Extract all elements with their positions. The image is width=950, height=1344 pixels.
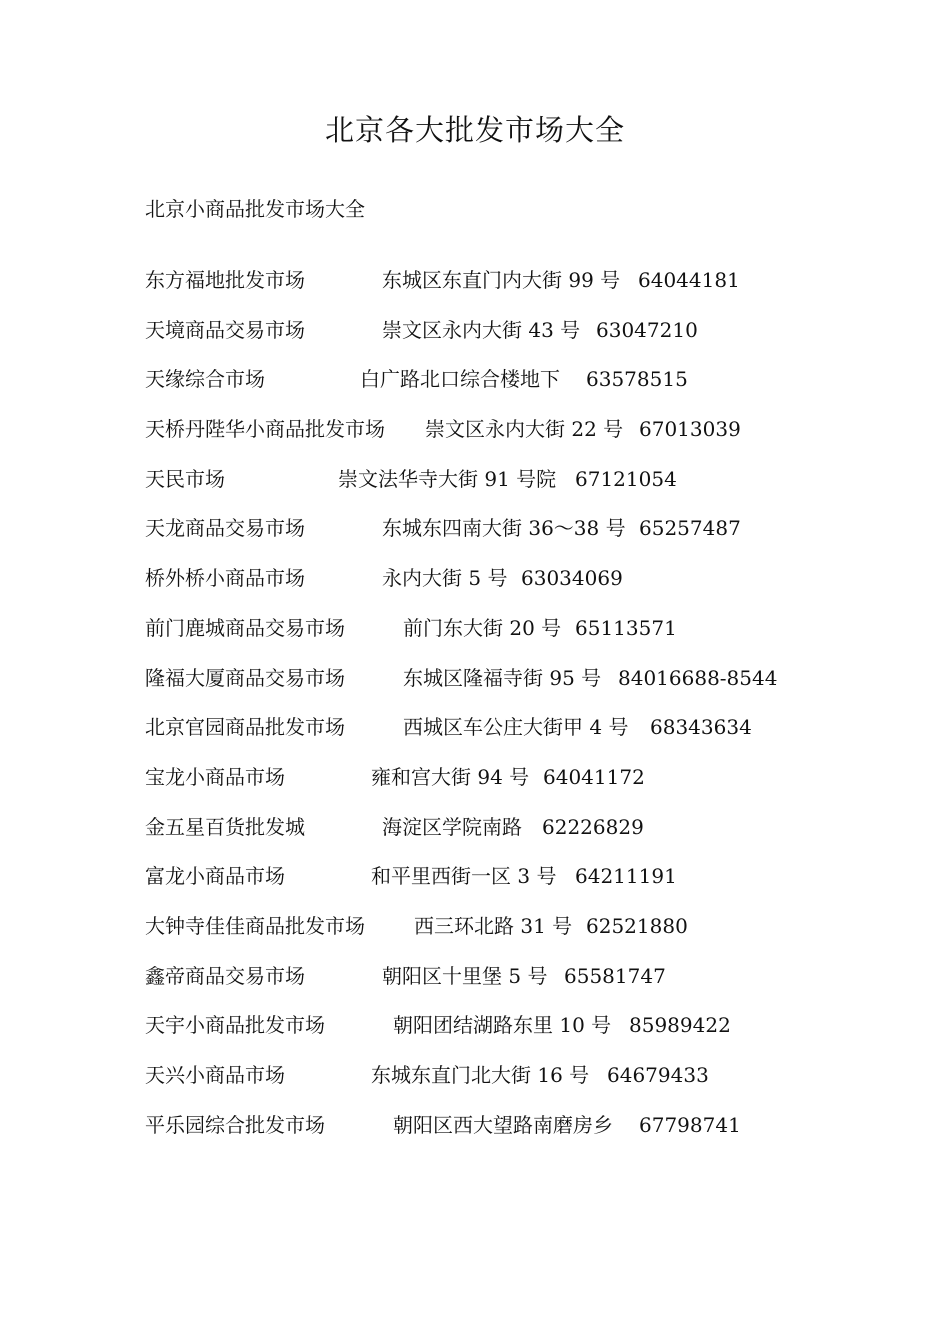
market-address: 前门东大街 20 号 [403,615,562,640]
list-item [145,265,925,315]
list-item [145,861,925,911]
market-address: 永内大街 5 号 [382,566,508,591]
market-phone: 85989422 [629,1013,731,1038]
market-address: 西城区车公庄大街甲 4 号 [403,715,629,740]
market-address: 朝阳团结湖路东里 10 号 [393,1013,612,1038]
market-name: 隆福大厦商品交易市场 [145,665,345,690]
list-item [145,414,925,464]
document-title: 北京各大批发市场大全 [324,113,625,147]
list-item [145,1010,925,1060]
market-name: 鑫帝商品交易市场 [145,963,305,988]
list-item [145,613,925,663]
list-item [145,1110,925,1160]
list-item [145,663,925,713]
market-address: 东城东直门北大街 16 号 [371,1063,590,1087]
market-phone: 65581747 [564,963,666,988]
market-address: 和平里西街一区 3 号 [371,864,557,889]
market-phone: 63578515 [586,367,688,392]
market-name: 天宇小商品批发市场 [145,1013,325,1038]
market-address: 崇文区永内大街 43 号 [382,317,581,342]
market-address: 东城区东直门内大街 99 号 [382,268,621,292]
market-name: 天境商品交易市场 [145,317,305,342]
market-name: 天缘综合市场 [145,367,265,392]
market-address: 朝阳区西大望路南磨房乡 [393,1112,613,1137]
list-item [145,911,925,961]
market-address: 东城东四南大街 36～38 号 [382,516,626,541]
market-name: 前门鹿城商品交易市场 [145,615,345,640]
market-phone: 64044181 [638,268,740,292]
market-phone: 64679433 [607,1063,709,1087]
market-address: 朝阳区十里堡 5 号 [382,963,548,988]
market-name: 北京官园商品批发市场 [145,715,345,740]
market-name: 天桥丹陛华小商品批发市场 [145,417,385,442]
market-phone: 63047210 [596,317,698,342]
market-phone: 64041172 [543,764,645,789]
market-address: 崇文法华寺大街 91 号院 [338,466,557,491]
market-phone: 67798741 [639,1112,741,1137]
market-name: 宝龙小商品市场 [145,764,285,789]
market-phone: 64211191 [575,864,677,889]
market-phone: 65113571 [575,615,677,640]
list-item [145,712,925,762]
market-phone: 62226829 [542,814,644,839]
market-address: 崇文区永内大街 22 号 [425,417,624,442]
list-item [145,364,925,414]
market-phone: 67121054 [575,466,677,491]
market-phone: 62521880 [586,913,688,938]
market-phone: 67013039 [639,417,741,442]
list-item [145,1060,925,1110]
list-item [145,513,925,563]
list-item [145,563,925,613]
section-subtitle: 北京小商品批发市场大全 [145,197,365,221]
list-item [145,464,925,514]
market-address: 海淀区学院南路 [382,814,522,839]
list-item [145,762,925,812]
market-list [145,265,925,1159]
list-item [145,315,925,365]
list-item [145,961,925,1011]
market-phone: 65257487 [639,516,741,541]
market-name: 东方福地批发市场 [145,268,305,292]
market-name: 天民市场 [145,466,225,491]
market-address: 西三环北路 31 号 [414,913,573,938]
market-name: 天龙商品交易市场 [145,516,305,541]
market-address: 东城区隆福寺街 95 号 [403,665,602,690]
market-phone: 68343634 [650,715,752,740]
market-address: 白广路北口综合楼地下 [360,367,560,392]
market-name: 金五星百货批发城 [145,814,305,839]
market-name: 富龙小商品市场 [145,864,285,889]
market-name: 桥外桥小商品市场 [145,566,305,591]
market-name: 平乐园综合批发市场 [145,1112,325,1137]
market-phone: 63034069 [521,566,623,591]
market-address: 雍和宫大街 94 号 [371,764,530,789]
market-name: 天兴小商品市场 [145,1063,285,1087]
market-phone: 84016688-8544 [618,665,778,690]
market-name: 大钟寺佳佳商品批发市场 [145,913,365,938]
list-item [145,812,925,862]
